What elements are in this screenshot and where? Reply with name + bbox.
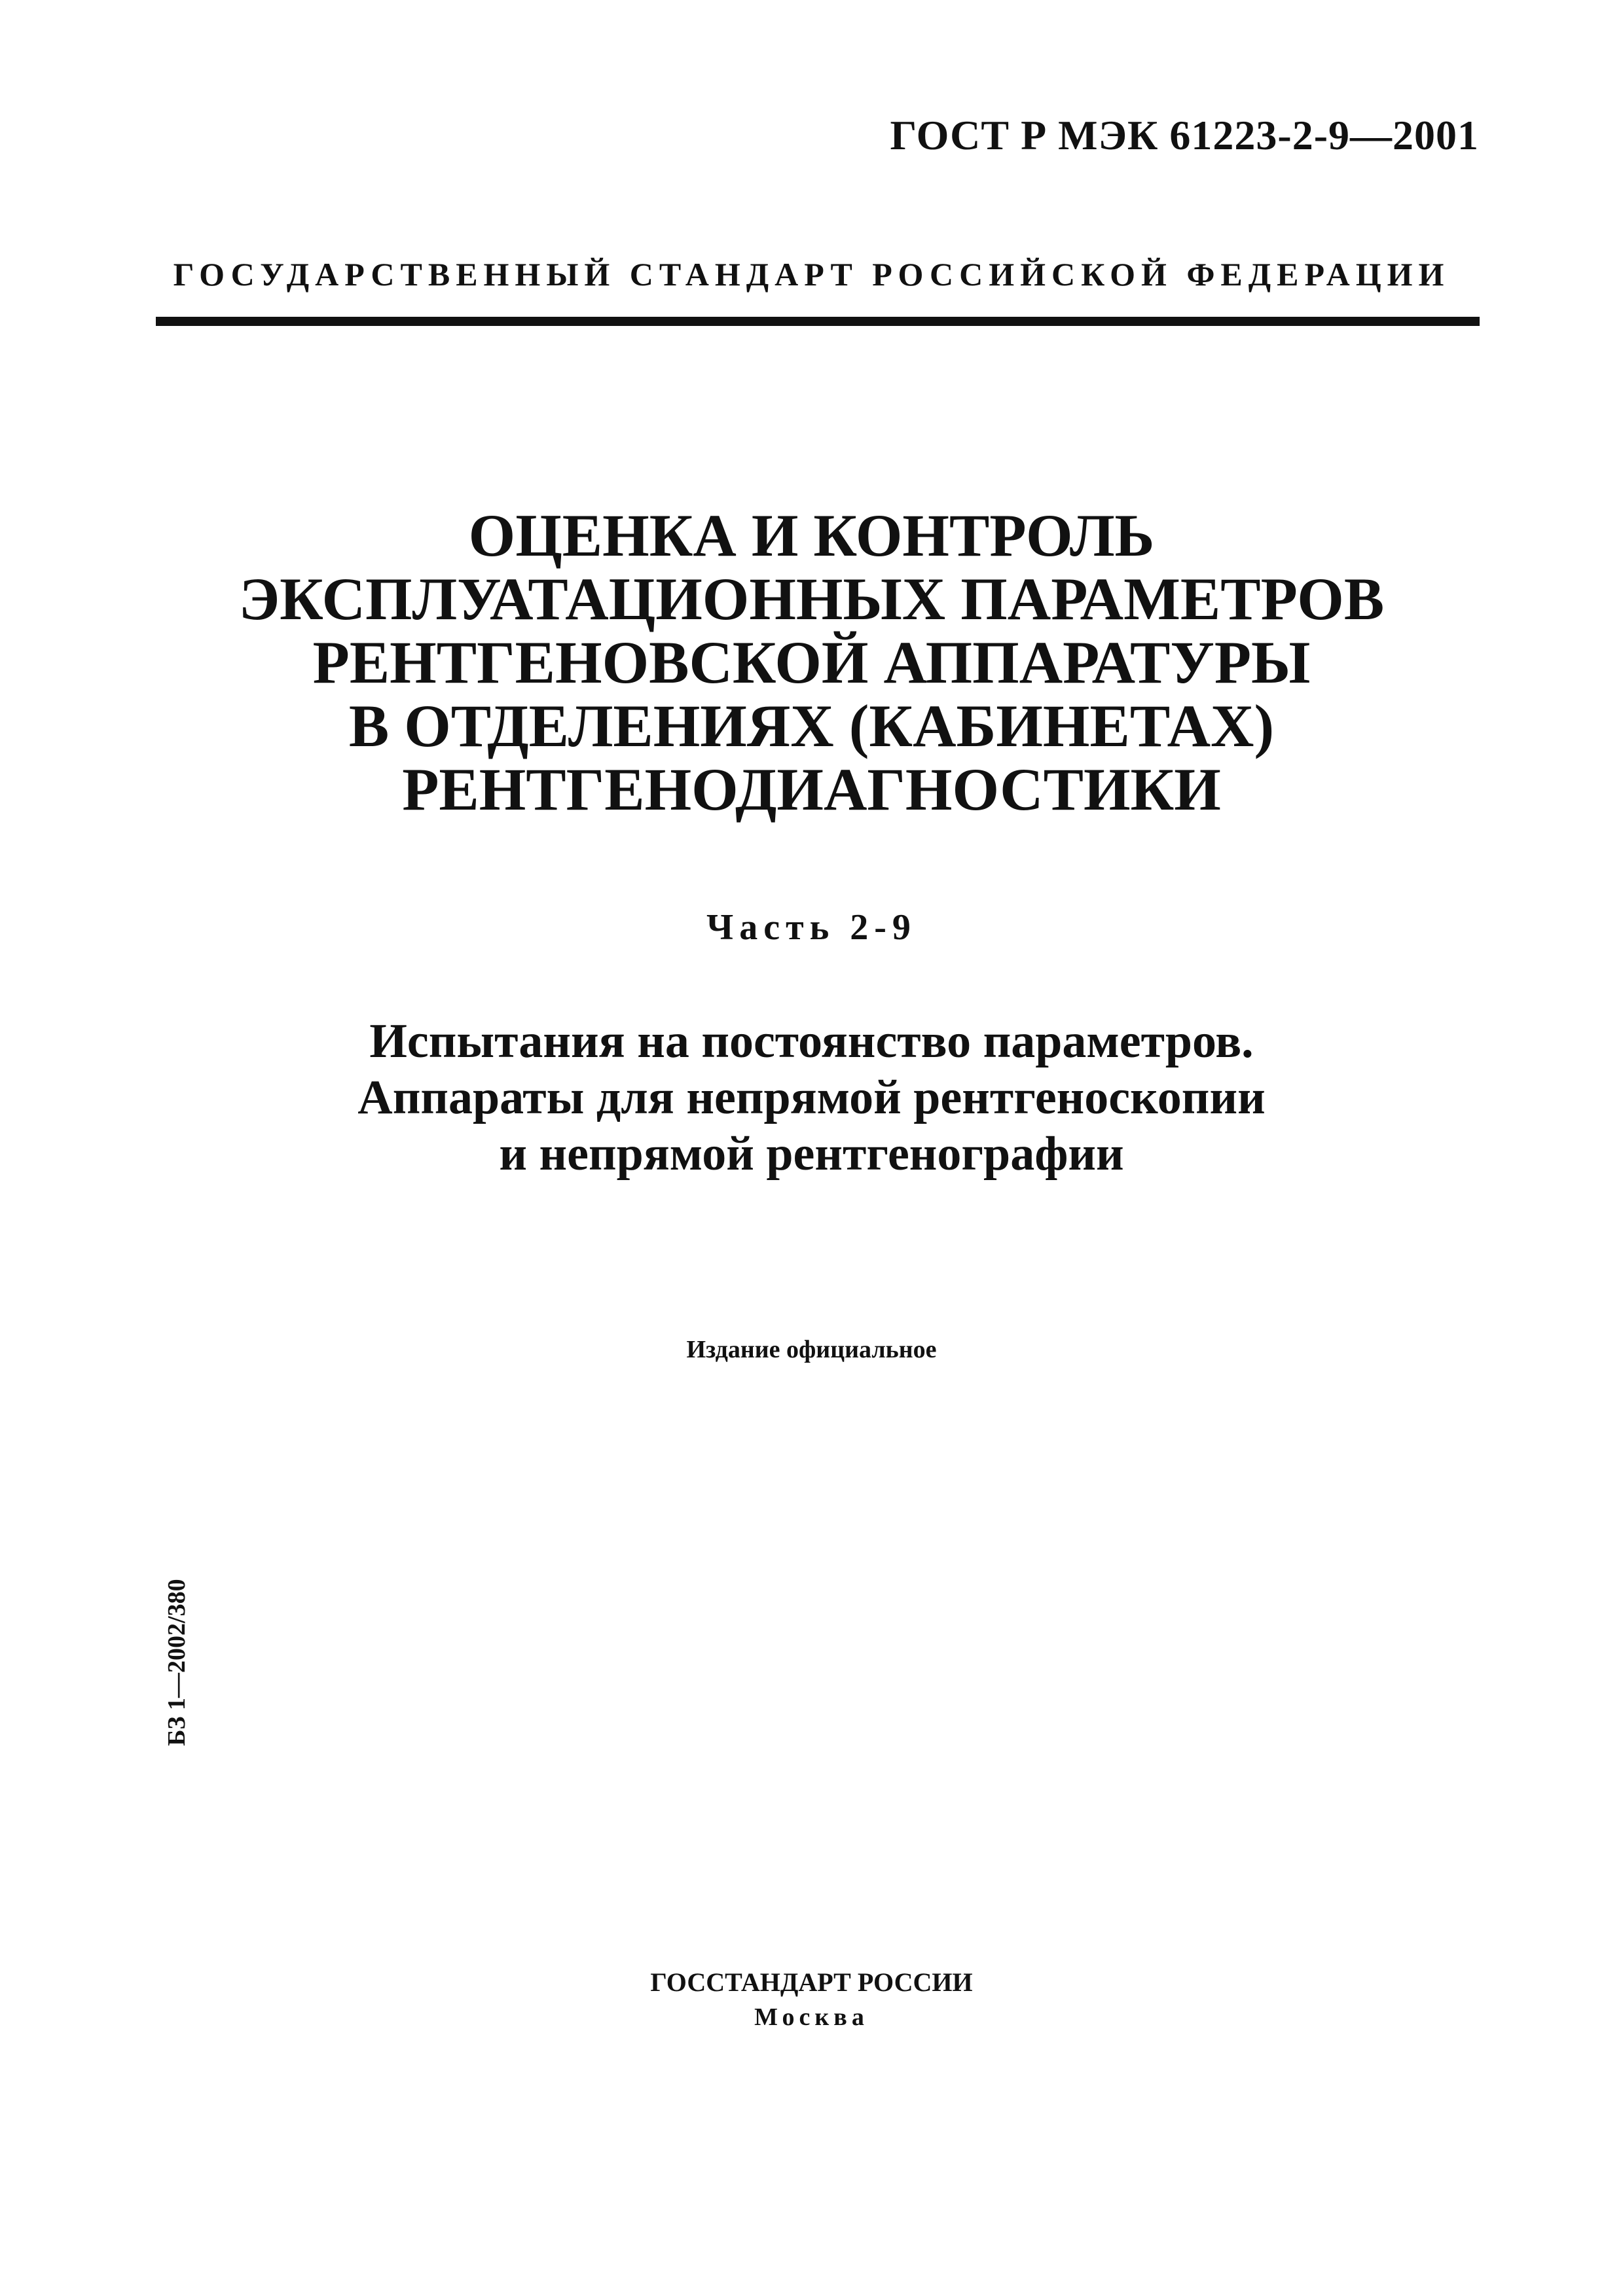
subtitle-line: и непрямой рентгенографии [499, 1127, 1124, 1181]
standard-number: ГОСТ Р МЭК 61223-2-9—2001 [890, 112, 1479, 158]
publisher-city: Москва [754, 2003, 869, 2031]
edition-note: Издание официальное [686, 1336, 937, 1363]
side-code [164, 1414, 190, 1911]
organization-header: ГОСУДАРСТВЕННЫЙ СТАНДАРТ РОССИЙСКОЙ ФЕДЕРАЦИИ [173, 256, 1450, 293]
side-code-text: БЗ 1—2002/380 [163, 1579, 191, 1746]
title-line: ЭКСПЛУАТАЦИОННЫХ ПАРАМЕТРОВ [238, 565, 1385, 632]
header-rule [156, 317, 1480, 326]
title-line: В ОТДЕЛЕНИЯХ (КАБИНЕТАХ) [348, 692, 1275, 759]
title-line: ОЦЕНКА И КОНТРОЛЬ [468, 502, 1155, 569]
title-line: РЕНТГЕНОДИАГНОСТИКИ [402, 756, 1221, 823]
subtitle-line: Испытания на постоянство параметров. [369, 1014, 1254, 1068]
document-subtitle [0, 1013, 1623, 1182]
title-line: РЕНТГЕНОВСКОЙ АППАРАТУРЫ [312, 629, 1311, 696]
publisher: ГОССТАНДАРТ РОССИИ [650, 1967, 973, 1997]
subtitle-line: Аппараты для непрямой рентгеноскопии [357, 1071, 1266, 1124]
document-title [0, 504, 1623, 821]
part-label: Часть 2-9 [706, 907, 917, 948]
